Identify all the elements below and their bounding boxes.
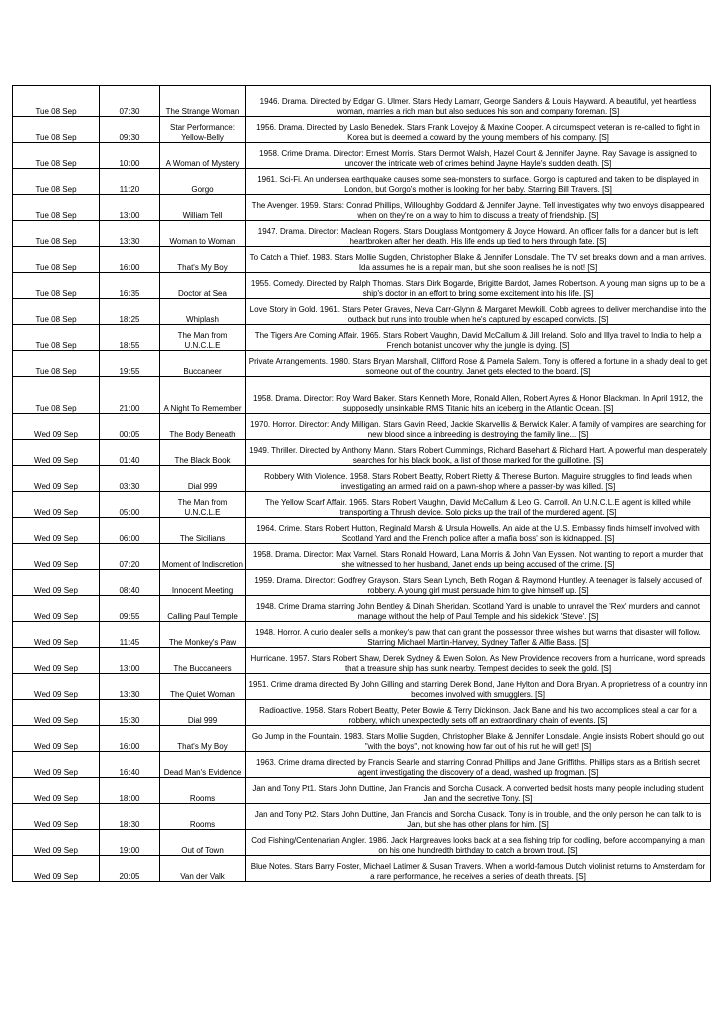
- date-cell: Wed 09 Sep: [13, 622, 100, 648]
- title-cell: Dial 999: [160, 700, 246, 726]
- title-cell: Dead Man's Evidence: [160, 752, 246, 778]
- time-cell: 00:05: [100, 414, 160, 440]
- title-cell: Woman to Woman: [160, 221, 246, 247]
- time-cell: 08:40: [100, 570, 160, 596]
- date-cell: Wed 09 Sep: [13, 674, 100, 700]
- title-cell: A Woman of Mystery: [160, 143, 246, 169]
- description-cell: Cod Fishing/Centenarian Angler. 1986. Jack Hargreaves looks back at a sea fishing trip for codling, before accompanying a man on his one hundredth birthday to catch a brown trout. [S]: [246, 830, 711, 856]
- schedule-row: [13, 143, 711, 169]
- title-cell: That's My Boy: [160, 247, 246, 273]
- description-cell: Radioactive. 1958. Stars Robert Beatty, Peter Bowie & Terry Dickinson. Jack Bane and his two accomplices steal a car for a robbery, which unexpectedly sets off an extraordinary chain of events. [S]: [246, 700, 711, 726]
- description-cell: Jan and Tony Pt2. Stars John Duttine, Jan Francis and Sorcha Cusack. Tony is in trouble, and the only person he can talk to is Jan, but she has other plans for him. [S]: [246, 804, 711, 830]
- title-cell: Buccaneer: [160, 351, 246, 377]
- description-cell: 1948. Horror. A curio dealer sells a monkey's paw that can grant the possessor three wishes but warns that disaster will follow. Starring Michael Martin-Harvey, Sydney Tafler & Alfie Bass. [S]: [246, 622, 711, 648]
- description-cell: Hurricane. 1957. Stars Robert Shaw, Derek Sydney & Ewen Solon. As New Providence recovers from a hurricane, word spreads that a treasure ship has sunk nearby. Tempest decides to seek the gold. [S]: [246, 648, 711, 674]
- time-cell: 19:00: [100, 830, 160, 856]
- time-cell: 16:00: [100, 726, 160, 752]
- time-cell: 13:30: [100, 221, 160, 247]
- time-cell: 18:00: [100, 778, 160, 804]
- date-cell: Tue 08 Sep: [13, 195, 100, 221]
- time-cell: 06:00: [100, 518, 160, 544]
- description-cell: Private Arrangements. 1980. Stars Bryan Marshall, Clifford Rose & Pamela Salem. Tony is offered a fortune in a shady deal to get someone out of the country. Janet gets elected to the board. [S]: [246, 351, 711, 377]
- description-cell: 1958. Crime Drama. Director: Ernest Morris. Stars Dermot Walsh, Hazel Court & Jennifer Jayne. Ray Savage is assigned to uncover the intricate web of crimes behind Jayne Hayle's sudden death. [S]: [246, 143, 711, 169]
- schedule-row: [13, 169, 711, 195]
- date-cell: Wed 09 Sep: [13, 830, 100, 856]
- title-cell: William Tell: [160, 195, 246, 221]
- schedule-row: [13, 492, 711, 518]
- title-cell: A Night To Remember: [160, 377, 246, 414]
- title-cell: That's My Boy: [160, 726, 246, 752]
- title-cell: Rooms: [160, 778, 246, 804]
- title-cell: The Man from U.N.C.L.E: [160, 325, 246, 351]
- description-cell: 1963. Crime drama directed by Francis Searle and starring Conrad Phillips and Jane Griffiths. Phillips stars as a British secret agent investigating the discovery of a dead, washed up frogman. [S]: [246, 752, 711, 778]
- date-cell: Tue 08 Sep: [13, 169, 100, 195]
- schedule-row: [13, 247, 711, 273]
- date-cell: Wed 09 Sep: [13, 648, 100, 674]
- title-cell: Van der Valk: [160, 856, 246, 882]
- date-cell: Wed 09 Sep: [13, 440, 100, 466]
- time-cell: 11:45: [100, 622, 160, 648]
- date-cell: Wed 09 Sep: [13, 778, 100, 804]
- date-cell: Tue 08 Sep: [13, 377, 100, 414]
- description-cell: 1951. Crime drama directed By John Gilling and starring Derek Bond, Jane Hylton and Dora Bryan. A proprietress of a country inn becomes involved with smugglers. [S]: [246, 674, 711, 700]
- date-cell: Wed 09 Sep: [13, 804, 100, 830]
- schedule-row: [13, 195, 711, 221]
- date-cell: Wed 09 Sep: [13, 700, 100, 726]
- schedule-row: [13, 377, 711, 414]
- schedule-row: [13, 648, 711, 674]
- description-cell: Go Jump in the Fountain. 1983. Stars Mollie Sugden, Christopher Blake & Jennifer Lonsdale. Angie insists Robert should go out "with the boys", not knowing how far out of his rut he will get! [S]: [246, 726, 711, 752]
- date-cell: Wed 09 Sep: [13, 856, 100, 882]
- schedule-row: [13, 622, 711, 648]
- time-cell: 13:00: [100, 195, 160, 221]
- description-cell: 1959. Drama. Director: Godfrey Grayson. Stars Sean Lynch, Beth Rogan & Raymond Huntley. A teenager is falsely accused of robbery. A young girl must persuade him to give himself up. [S]: [246, 570, 711, 596]
- date-cell: Wed 09 Sep: [13, 414, 100, 440]
- time-cell: 18:30: [100, 804, 160, 830]
- description-cell: 1949. Thriller. Directed by Anthony Mann. Stars Robert Cummings, Richard Basehart & Richard Hart. A powerful man desperately searches for his black book, a list of those marked for the guillotine. [S]: [246, 440, 711, 466]
- schedule-row: [13, 726, 711, 752]
- description-cell: 1958. Drama. Director: Roy Ward Baker. Stars Kenneth More, Ronald Allen, Robert Ayres & Honor Blackman. In April 1912, the supposedly unsinkable RMS Titanic hits an iceberg in the Atlantic Ocean. [S]: [246, 377, 711, 414]
- description-cell: 1956. Drama. Directed by Laslo Benedek. Stars Frank Lovejoy & Maxine Cooper. A circumspect veteran is re-called to fight in Korea but is deemed a coward by the young members of his company. [S]: [246, 117, 711, 143]
- description-cell: 1964. Crime. Stars Robert Hutton, Reginald Marsh & Ursula Howells. An aide at the U.S. Embassy finds himself involved with Scotland Yard and the French police after a mafia boss' son is kidnapped. [S]: [246, 518, 711, 544]
- schedule-row: [13, 325, 711, 351]
- description-cell: 1955. Comedy. Directed by Ralph Thomas. Stars Dirk Bogarde, Brigitte Bardot, James Robertson. A young man signs up to be a ship's doctor in an effort to bring some excitement into his life. [S]: [246, 273, 711, 299]
- schedule-table: [12, 85, 711, 882]
- schedule-row: [13, 804, 711, 830]
- time-cell: 15:30: [100, 700, 160, 726]
- date-cell: Tue 08 Sep: [13, 221, 100, 247]
- schedule-row: [13, 596, 711, 622]
- description-cell: 1946. Drama. Directed by Edgar G. Ulmer. Stars Hedy Lamarr, George Sanders & Louis Hayward. A beautiful, yet heartless woman, marries a rich man but also seduces his son and company foreman. [S]: [246, 86, 711, 117]
- description-cell: Blue Notes. Stars Barry Foster, Michael Latimer & Susan Travers. When a world-famous Dutch violinist returns to Amsterdam for a rare performance, he receives a series of death threats. [S]: [246, 856, 711, 882]
- description-cell: To Catch a Thief. 1983. Stars Mollie Sugden, Christopher Blake & Jennifer Lonsdale. The TV set breaks down and a man arrives. Ida assumes he is a repair man, but she soon realises he is not! [S]: [246, 247, 711, 273]
- title-cell: The Buccaneers: [160, 648, 246, 674]
- schedule-row: [13, 674, 711, 700]
- description-cell: 1970. Horror. Director: Andy Milligan. Stars Gavin Reed, Jackie Skarvellis & Berwick Kaler. A family of vampires are searching for new blood since a inbreeding is destroying the family line... [S]: [246, 414, 711, 440]
- description-cell: Robbery With Violence. 1958. Stars Robert Beatty, Robert Rietty & Therese Burton. Maguire struggles to find leads when investigating an armed raid on a pawn-shop where a passer-by was killed. [S]: [246, 466, 711, 492]
- date-cell: Tue 08 Sep: [13, 299, 100, 325]
- date-cell: Tue 08 Sep: [13, 143, 100, 169]
- time-cell: 13:30: [100, 674, 160, 700]
- title-cell: Moment of Indiscretion: [160, 544, 246, 570]
- title-cell: Doctor at Sea: [160, 273, 246, 299]
- title-cell: The Black Book: [160, 440, 246, 466]
- time-cell: 09:55: [100, 596, 160, 622]
- schedule-row: [13, 466, 711, 492]
- title-cell: Whiplash: [160, 299, 246, 325]
- schedule-row: [13, 544, 711, 570]
- date-cell: Tue 08 Sep: [13, 351, 100, 377]
- time-cell: 09:30: [100, 117, 160, 143]
- description-cell: 1947. Drama. Director: Maclean Rogers. Stars Douglass Montgomery & Joyce Howard. An officer falls for a dancer but is left heartbroken after her death. His life ends up tied to hers through fate. [S]: [246, 221, 711, 247]
- time-cell: 16:40: [100, 752, 160, 778]
- date-cell: Wed 09 Sep: [13, 596, 100, 622]
- date-cell: Wed 09 Sep: [13, 518, 100, 544]
- time-cell: 10:00: [100, 143, 160, 169]
- date-cell: Wed 09 Sep: [13, 544, 100, 570]
- date-cell: Tue 08 Sep: [13, 86, 100, 117]
- title-cell: The Quiet Woman: [160, 674, 246, 700]
- title-cell: The Monkey's Paw: [160, 622, 246, 648]
- schedule-row: [13, 830, 711, 856]
- schedule-row: [13, 414, 711, 440]
- time-cell: 16:00: [100, 247, 160, 273]
- title-cell: The Sicilians: [160, 518, 246, 544]
- time-cell: 19:55: [100, 351, 160, 377]
- schedule-row: [13, 273, 711, 299]
- date-cell: Wed 09 Sep: [13, 570, 100, 596]
- title-cell: Rooms: [160, 804, 246, 830]
- schedule-row: [13, 351, 711, 377]
- title-cell: The Body Beneath: [160, 414, 246, 440]
- description-cell: The Yellow Scarf Affair. 1965. Stars Robert Vaughn, David McCallum & Leo G. Carroll. An U.N.C.L.E agent is killed while transporting a Thrush device. Solo picks up the trail of the murdered agent. [S]: [246, 492, 711, 518]
- title-cell: Innocent Meeting: [160, 570, 246, 596]
- date-cell: Tue 08 Sep: [13, 273, 100, 299]
- schedule-row: [13, 86, 711, 117]
- time-cell: 13:00: [100, 648, 160, 674]
- description-cell: 1958. Drama. Director: Max Varnel. Stars Ronald Howard, Lana Morris & John Van Eyssen. Not wanting to report a murder that she witnessed to her husband, Janet ends up being accused of the crime. [S]: [246, 544, 711, 570]
- time-cell: 16:35: [100, 273, 160, 299]
- time-cell: 07:20: [100, 544, 160, 570]
- date-cell: Tue 08 Sep: [13, 117, 100, 143]
- schedule-row: [13, 117, 711, 143]
- time-cell: 03:30: [100, 466, 160, 492]
- title-cell: Gorgo: [160, 169, 246, 195]
- date-cell: Wed 09 Sep: [13, 492, 100, 518]
- time-cell: 05:00: [100, 492, 160, 518]
- schedule-row: [13, 700, 711, 726]
- schedule-row: [13, 518, 711, 544]
- schedule-row: [13, 856, 711, 882]
- description-cell: Love Story in Gold. 1961. Stars Peter Graves, Neva Carr-Glynn & Margaret Mewkill. Cobb agrees to deliver merchandise into the outback but runs into trouble when he's captured by escaped convicts. [S]: [246, 299, 711, 325]
- schedule-row: [13, 570, 711, 596]
- schedule-row: [13, 221, 711, 247]
- time-cell: 20:05: [100, 856, 160, 882]
- schedule-row: [13, 440, 711, 466]
- date-cell: Tue 08 Sep: [13, 325, 100, 351]
- description-cell: The Tigers Are Coming Affair. 1965. Stars Robert Vaughn, David McCallum & Jill Ireland. Solo and Illya travel to India to help a French botanist uncover why the jungle is dying. [S]: [246, 325, 711, 351]
- schedule-row: [13, 778, 711, 804]
- date-cell: Tue 08 Sep: [13, 247, 100, 273]
- time-cell: 11:20: [100, 169, 160, 195]
- time-cell: 18:25: [100, 299, 160, 325]
- title-cell: The Man from U.N.C.L.E: [160, 492, 246, 518]
- description-cell: 1961. Sci-Fi. An undersea earthquake causes some sea-monsters to surface. Gorgo is captured and taken to be displayed in London, but Gorgo's mother is looking for her baby. Starring Bill Travers. [S]: [246, 169, 711, 195]
- description-cell: Jan and Tony Pt1. Stars John Duttine, Jan Francis and Sorcha Cusack. A converted bedsit hosts many people including student Jan and the secretive Tony. [S]: [246, 778, 711, 804]
- description-cell: 1948. Crime Drama starring John Bentley & Dinah Sheridan. Scotland Yard is unable to unravel the 'Rex' murders and cannot manage without the help of Paul Temple and his sidekick 'Steve'. [S]: [246, 596, 711, 622]
- title-cell: Calling Paul Temple: [160, 596, 246, 622]
- date-cell: Wed 09 Sep: [13, 752, 100, 778]
- time-cell: 07:30: [100, 86, 160, 117]
- description-cell: The Avenger. 1959. Stars: Conrad Phillips, Willoughby Goddard & Jennifer Jayne. Tell investigates why two envoys disappeared when on they're on a way to him to discuss a treaty of friendship. [S]: [246, 195, 711, 221]
- title-cell: The Strange Woman: [160, 86, 246, 117]
- title-cell: Out of Town: [160, 830, 246, 856]
- time-cell: 01:40: [100, 440, 160, 466]
- time-cell: 21:00: [100, 377, 160, 414]
- schedule-row: [13, 752, 711, 778]
- date-cell: Wed 09 Sep: [13, 726, 100, 752]
- title-cell: Dial 999: [160, 466, 246, 492]
- schedule-body: [13, 86, 711, 882]
- title-cell: Star Performance: Yellow-Belly: [160, 117, 246, 143]
- date-cell: Wed 09 Sep: [13, 466, 100, 492]
- schedule-row: [13, 299, 711, 325]
- time-cell: 18:55: [100, 325, 160, 351]
